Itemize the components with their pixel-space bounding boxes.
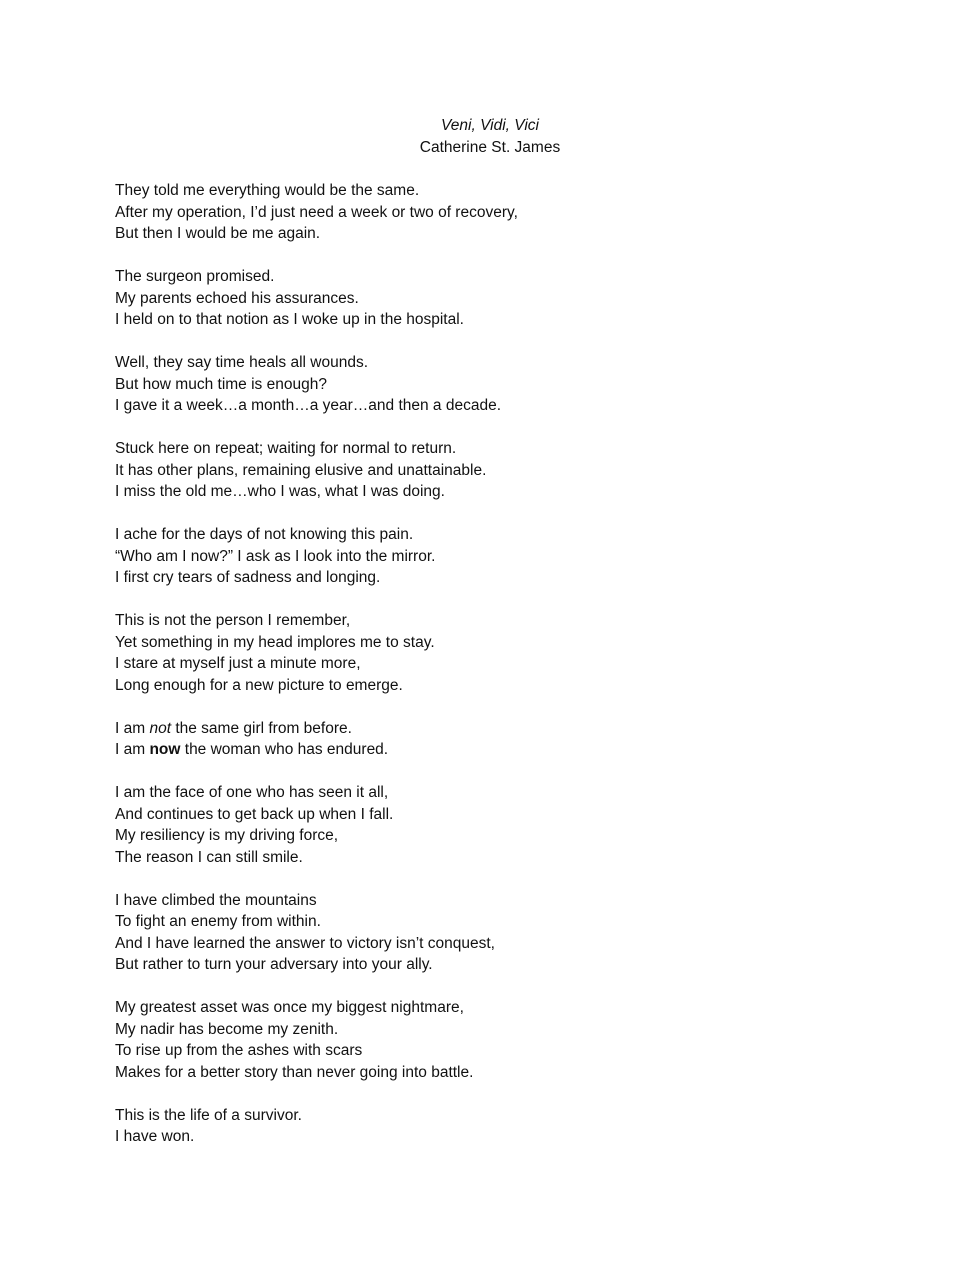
poem-line: Yet something in my head implores me to stay. <box>115 633 435 651</box>
poem-author: Catherine St. James <box>419 138 561 156</box>
line-text: I am <box>115 719 150 737</box>
poem-line: This is the life of a survivor. <box>115 1106 302 1124</box>
poem-line: Makes for a better story than never going into battle. <box>115 1063 474 1081</box>
poem-line: And continues to get back up when I fall. <box>115 805 394 823</box>
stanza-1 <box>115 180 875 245</box>
poem-header <box>0 115 980 158</box>
stanza-2 <box>115 266 875 331</box>
poem-line: Well, they say time heals all wounds. <box>115 354 368 371</box>
stanza-4 <box>115 438 875 503</box>
poem-line: Stuck here on repeat; waiting for normal to return. <box>115 440 457 457</box>
poem-line: They told me everything would be the same. <box>115 182 420 199</box>
poem-line: I gave it a week…a month…a year…and then a decade. <box>115 397 502 414</box>
poem-body <box>115 180 875 1169</box>
poem-line-emphasis-bold <box>115 739 875 761</box>
poem-line: I stare at myself just a minute more, <box>115 655 361 672</box>
poem-line: I have climbed the mountains <box>115 891 317 909</box>
poem-line: My greatest asset was once my biggest nightmare, <box>115 999 464 1016</box>
poem-line: I held on to that notion as I woke up in the hospital. <box>115 311 464 328</box>
stanza-7 <box>115 718 875 761</box>
poem-line: The surgeon promised. <box>115 268 275 285</box>
italic-word: not <box>149 719 172 737</box>
poem-line: I have won. <box>115 1128 195 1145</box>
poem-line: This is not the person I remember, <box>115 612 351 629</box>
poem-line: But how much time is enough? <box>115 375 327 393</box>
poem-line: My nadir has become my zenith. <box>115 1020 339 1038</box>
poem-line: And I have learned the answer to victory isn’t conquest, <box>115 934 495 952</box>
line-text: the woman who has endured. <box>180 741 389 758</box>
poem-line: My parents echoed his assurances. <box>115 289 359 307</box>
stanza-3 <box>115 352 875 417</box>
poem-line: The reason I can still smile. <box>115 848 303 866</box>
poem-line: I miss the old me…who I was, what I was doing. <box>115 483 445 500</box>
poem-title: Veni, Vidi, Vici <box>441 117 539 134</box>
poem-line: I am the face of one who has seen it all, <box>115 784 389 801</box>
poem-line: “Who am I now?” I ask as I look into the mirror. <box>115 547 436 565</box>
stanza-11 <box>115 1105 875 1148</box>
bold-word: now <box>149 741 181 758</box>
poem-line: I ache for the days of not knowing this pain. <box>115 526 414 543</box>
stanza-5 <box>115 524 875 589</box>
poem-line-emphasis-italic <box>115 718 875 740</box>
stanza-9 <box>115 890 875 976</box>
poem-line: My resiliency is my driving force, <box>115 827 339 844</box>
poem-line: But rather to turn your adversary into your ally. <box>115 956 433 973</box>
poem-line: Long enough for a new picture to emerge. <box>115 676 403 694</box>
poem-line: I first cry tears of sadness and longing. <box>115 569 381 586</box>
poem-line: After my operation, I’d just need a week or two of recovery, <box>115 203 518 221</box>
poem-line: But then I would be me again. <box>115 225 321 242</box>
stanza-10 <box>115 997 875 1083</box>
poem-line: To fight an enemy from within. <box>115 913 321 930</box>
line-text: the same girl from before. <box>171 719 352 737</box>
stanza-6 <box>115 610 875 696</box>
poem-line: To rise up from the ashes with scars <box>115 1042 363 1059</box>
stanza-8 <box>115 782 875 868</box>
poem-line: It has other plans, remaining elusive and unattainable. <box>115 461 487 479</box>
line-text: I am <box>115 741 150 758</box>
